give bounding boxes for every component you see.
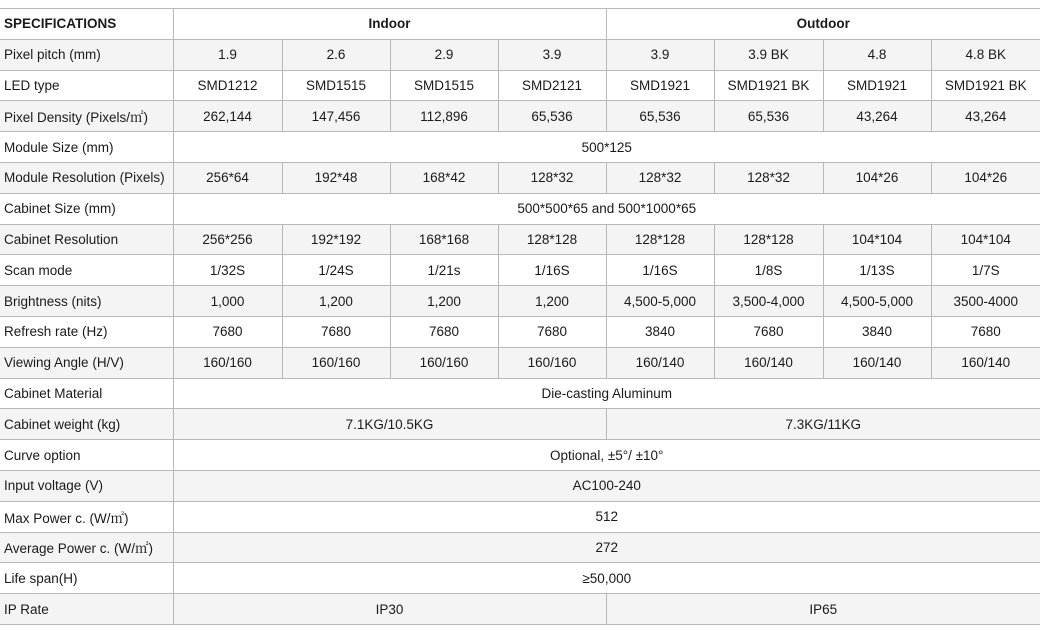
- row-label: LED type: [0, 70, 173, 101]
- row-label: Scan mode: [0, 255, 173, 286]
- table-cell: SMD1921 BK: [714, 70, 823, 101]
- table-cell: 1/21s: [390, 255, 498, 286]
- row-label: Brightness (nits): [0, 286, 173, 317]
- table-row: [0, 409, 1040, 440]
- table-cell: 3840: [823, 316, 931, 347]
- table-cell: 128*32: [606, 162, 714, 193]
- row-label: Cabinet Resolution: [0, 224, 173, 255]
- table-cell: 1.9: [173, 39, 282, 70]
- table-cell: 160/140: [606, 347, 714, 378]
- table-cell: SMD2121: [498, 70, 606, 101]
- table-cell: 160/160: [282, 347, 390, 378]
- table-cell-outdoor: 7.3KG/11KG: [606, 409, 1040, 440]
- table-row: [0, 532, 1040, 563]
- table-cell: 104*26: [823, 162, 931, 193]
- table-cell: 43,264: [823, 101, 931, 132]
- table-row: [0, 563, 1040, 594]
- specifications-table: [0, 8, 1040, 625]
- table-row: [0, 594, 1040, 625]
- table-cell: 128*32: [714, 162, 823, 193]
- table-body: [0, 9, 1040, 625]
- table-cell: 1/24S: [282, 255, 390, 286]
- table-cell-outdoor: IP65: [606, 594, 1040, 625]
- table-cell: 112,896: [390, 101, 498, 132]
- table-row: [0, 470, 1040, 501]
- table-cell: 7680: [714, 316, 823, 347]
- table-cell: 3,500-4,000: [714, 286, 823, 317]
- table-cell: 104*26: [931, 162, 1040, 193]
- table-cell: 1/13S: [823, 255, 931, 286]
- table-cell: 4,500-5,000: [823, 286, 931, 317]
- table-cell: SMD1515: [390, 70, 498, 101]
- row-label: Pixel pitch (mm): [0, 39, 173, 70]
- row-label: Cabinet Material: [0, 378, 173, 409]
- table-cell: 168*168: [390, 224, 498, 255]
- row-label: Viewing Angle (H/V): [0, 347, 173, 378]
- table-cell: SMD1515: [282, 70, 390, 101]
- table-cell: 4,500-5,000: [606, 286, 714, 317]
- table-row: [0, 286, 1040, 317]
- table-row: [0, 224, 1040, 255]
- table-cell-all: 512: [173, 501, 1040, 532]
- table-row: [0, 70, 1040, 101]
- table-cell: 168*42: [390, 162, 498, 193]
- table-cell: 7680: [173, 316, 282, 347]
- row-label: Refresh rate (Hz): [0, 316, 173, 347]
- table-row: [0, 162, 1040, 193]
- table-cell: 192*48: [282, 162, 390, 193]
- table-cell: 7680: [498, 316, 606, 347]
- row-label: Module Size (mm): [0, 132, 173, 163]
- outdoor-header: Outdoor: [606, 9, 1040, 40]
- specifications-header: SPECIFICATIONS: [0, 9, 173, 40]
- table-cell: 1/8S: [714, 255, 823, 286]
- table-row: [0, 101, 1040, 132]
- table-cell: 65,536: [714, 101, 823, 132]
- row-label: Input voltage (V): [0, 470, 173, 501]
- table-cell: 3.9: [498, 39, 606, 70]
- table-cell: 1,200: [498, 286, 606, 317]
- table-cell: 65,536: [498, 101, 606, 132]
- row-label: Pixel Density (Pixels/㎡): [0, 101, 173, 132]
- table-cell: 1/16S: [498, 255, 606, 286]
- table-cell: 128*128: [498, 224, 606, 255]
- table-row: [0, 39, 1040, 70]
- row-label: Module Resolution (Pixels): [0, 162, 173, 193]
- table-cell: 128*128: [714, 224, 823, 255]
- table-row: [0, 501, 1040, 532]
- table-cell: 2.9: [390, 39, 498, 70]
- table-cell: 1,200: [282, 286, 390, 317]
- table-cell: 1/7S: [931, 255, 1040, 286]
- table-cell: 160/160: [390, 347, 498, 378]
- table-row: [0, 378, 1040, 409]
- table-cell-indoor: IP30: [173, 594, 606, 625]
- table-cell: 160/140: [931, 347, 1040, 378]
- indoor-header: Indoor: [173, 9, 606, 40]
- table-cell: 1/32S: [173, 255, 282, 286]
- table-row: [0, 316, 1040, 347]
- table-row: [0, 132, 1040, 163]
- row-label: Average Power c. (W/㎡): [0, 532, 173, 563]
- row-label: Cabinet weight (kg): [0, 409, 173, 440]
- table-cell: 104*104: [823, 224, 931, 255]
- table-row: [0, 347, 1040, 378]
- table-cell: 1,000: [173, 286, 282, 317]
- table-cell: 7680: [931, 316, 1040, 347]
- table-cell: 3500-4000: [931, 286, 1040, 317]
- table-cell-all: 272: [173, 532, 1040, 563]
- table-cell: SMD1921 BK: [931, 70, 1040, 101]
- row-label: Cabinet Size (mm): [0, 193, 173, 224]
- table-cell: 160/160: [498, 347, 606, 378]
- table-row: [0, 193, 1040, 224]
- table-cell: 104*104: [931, 224, 1040, 255]
- table-cell-all: 500*500*65 and 500*1000*65: [173, 193, 1040, 224]
- table-cell: 128*32: [498, 162, 606, 193]
- table-cell: 262,144: [173, 101, 282, 132]
- table-cell-all: Optional, ±5°/ ±10°: [173, 440, 1040, 471]
- table-cell: 256*256: [173, 224, 282, 255]
- table-cell: 160/160: [173, 347, 282, 378]
- table-cell: 256*64: [173, 162, 282, 193]
- table-cell: 3.9 BK: [714, 39, 823, 70]
- table-row: [0, 440, 1040, 471]
- table-cell-all: ≥50,000: [173, 563, 1040, 594]
- table-cell: 160/140: [714, 347, 823, 378]
- table-cell: 4.8: [823, 39, 931, 70]
- table-cell-all: 500*125: [173, 132, 1040, 163]
- row-label: Max Power c. (W/㎡): [0, 501, 173, 532]
- table-cell: 1,200: [390, 286, 498, 317]
- table-cell-all: Die-casting Aluminum: [173, 378, 1040, 409]
- row-label: Curve option: [0, 440, 173, 471]
- table-cell: 147,456: [282, 101, 390, 132]
- table-cell: 43,264: [931, 101, 1040, 132]
- table-cell-indoor: 7.1KG/10.5KG: [173, 409, 606, 440]
- table-cell: 7680: [390, 316, 498, 347]
- table-cell: 3840: [606, 316, 714, 347]
- table-cell: 1/16S: [606, 255, 714, 286]
- table-cell: SMD1921: [606, 70, 714, 101]
- table-cell: 160/140: [823, 347, 931, 378]
- row-label: IP Rate: [0, 594, 173, 625]
- table-cell: 7680: [282, 316, 390, 347]
- table-row: [0, 255, 1040, 286]
- table-cell: 3.9: [606, 39, 714, 70]
- table-cell-all: AC100-240: [173, 470, 1040, 501]
- table-cell: 192*192: [282, 224, 390, 255]
- table-cell: SMD1212: [173, 70, 282, 101]
- table-cell: 2.6: [282, 39, 390, 70]
- table-cell: 65,536: [606, 101, 714, 132]
- table-cell: 4.8 BK: [931, 39, 1040, 70]
- table-cell: SMD1921: [823, 70, 931, 101]
- row-label: Life span(H): [0, 563, 173, 594]
- table-cell: 128*128: [606, 224, 714, 255]
- header-row: [0, 9, 1040, 40]
